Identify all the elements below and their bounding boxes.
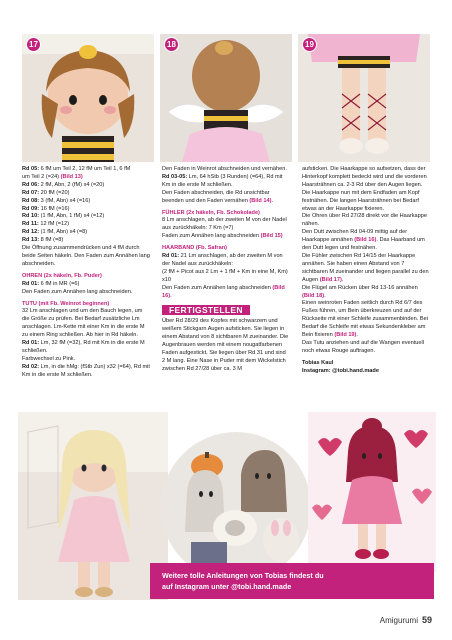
round-row: Rd 08: 3 (fM, Abn) x4 (=16) <box>22 197 91 204</box>
column-1 <box>22 166 150 396</box>
round-row: Rd 02: Lm, in die hMg: (fStb Zun) x32 (=64), Rd mit Km in die erste M schließen. <box>22 363 150 378</box>
blonde-doll-image <box>18 412 168 600</box>
round-row: Rd 11: 12 fM (=12) <box>22 221 70 228</box>
section-heading-fuehler: FÜHLER (2x häkeln, Fb. Schokolade) <box>162 209 260 216</box>
photo-badge-18: 18 <box>164 37 179 52</box>
body-paragraph: Die Fühler zwischen Rd 14/15 der Haarkappe annähen. Sie haben einen Abstand von 7 sichtbaren M zueinander und liegen parallel zu den Augen (Bild 17). <box>302 252 429 283</box>
round-row: um Teil 2 (=24) (Bild 13) <box>22 173 83 180</box>
body-paragraph: Faden zum Annähen lang abschneiden (Bild 15) <box>162 233 283 240</box>
section-heading-tutu: TUTU (mit Fb. Weinrot beginnen) <box>22 300 110 307</box>
body-paragraph: Den Faden zum Annähen lang abschneiden (Bild 16). <box>162 284 285 299</box>
round-row: Rd 01: Lm, 32 fM (=32), Rd mit Km in die erste M schließen. <box>22 340 145 354</box>
photo-bee-doll-front <box>22 34 154 162</box>
body-paragraph: 8 Lm anschlagen, ab der zweiten M von der Nadel aus zurückhäkeln: 7 Km (=7) <box>162 217 287 232</box>
body-paragraph: Das Tutu anziehen und auf die Wangen eventuell noch etwas Rouge auftragen. <box>302 339 425 354</box>
magazine-name: Amigurumi <box>379 616 418 625</box>
round-row: Rd 09: 16 fM (=16) <box>22 205 70 212</box>
body-paragraph: aufsticken. Die Haarkappe so aufsetzen, dass der Hinterkopf komplett bedeckt wird und die vorderen Haarsträhnen ca. 2-3 Rd über den Augen liegen. Die Haarkappe nun mit dem Endfaden am Kopf festnähen. Die langen Haarsträhnen bei Bedarf etwas an der Haarkappe fixieren. <box>302 166 427 212</box>
photo-doll-group <box>161 432 311 582</box>
section-heading-haarband: HAARBAND (Fb. Safran) <box>162 245 227 252</box>
bee-doll-back-image <box>160 34 292 162</box>
round-row: Rd 13: 8 fM (=8) <box>22 237 64 244</box>
body-paragraph: Den Faden in Weinrot abschneiden und vernähen. <box>162 166 287 172</box>
round-row: Rd 07: 20 fM (=20) <box>22 189 70 196</box>
body-paragraph: Den Faden abschneiden, die Rd unsichtbar beenden und den Faden vernähen (Bild 14). <box>162 189 274 204</box>
body-paragraph: Einen weinroten Faden seitlich durch Rd 6/7 des Fußes führen, um Bein überkreuzen und auf der Rückseite mit einer Schleife zusammenbinden. Bei Bedarf die Schleife mit etwas Sekundenkleber am Bein fixieren (Bild 19). <box>302 300 428 339</box>
body-paragraph: Die Ohren über Rd 27/28 direkt vor die Haarkappe nähen. <box>302 213 427 228</box>
section-heading-fertigstellen: FERTIGSTELLEN <box>162 305 250 316</box>
round-row: Rd 10: (1 fM, Abn, 1 fM) x4 (=12) <box>22 213 105 220</box>
author-name: Tobias Kaul <box>302 359 334 366</box>
body-paragraph: (2 fM + Picot aus 2 Lm + 1 fM + Km in eine M, Km) x10 <box>162 268 288 283</box>
banner-line-1: Weitere tolle Anleitungen von Tobias findest du <box>162 571 324 580</box>
doll-legs-image <box>298 34 430 162</box>
photo-heart-doll <box>308 412 436 572</box>
round-row: Rd 03-05: Lm, 64 hStb (3 Runden) (=64), Rd mit Km in die erste M schließen. <box>162 173 283 188</box>
bee-doll-front-image <box>22 34 154 162</box>
banner-line-2: auf Instagram unter @tobi.hand.made <box>162 582 292 591</box>
photo-blonde-doll <box>18 412 168 600</box>
round-row: Rd 05: 6 fM um Teil 2, 12 fM um Teil 1, 6 fM <box>22 166 131 172</box>
body-paragraph: Über Rd 28/29 des Kopfes mit schwarzem und weißem Stickgarn Augen aufsticken. Sie liegen in einem Abstand von 8 sichtbaren M zueinander. Die Augenbrauen werden mit einem nougatfarbenen Faden aufgestickt. Sie liegen über Rd 31 und sind 2 M lang. Eine Nase in Puder mit dem Wickelstich zwischen Rd 27/28 über ca. 3 M <box>162 318 289 372</box>
photo-doll-legs <box>298 34 430 162</box>
round-row: Rd 06: 2 fM, Abn, 2 (fM) x4 (=20) <box>22 181 105 188</box>
page-footer <box>380 615 432 625</box>
body-paragraph: Die Flügel am Rücken über Rd 13-16 annähen (Bild 18). <box>302 284 418 299</box>
doll-group-image <box>161 432 311 582</box>
round-row: Rd 01: 6 fM in MR (=6) <box>22 280 80 287</box>
section-heading-ohren: OHREN (2x häkeln, Fb. Puder) <box>22 272 102 279</box>
round-row: Rd 01: 21 Lm anschlagen, ab der zweiten M von der Nadel aus zurückhäkeln: <box>162 253 283 267</box>
column-3 <box>302 166 430 396</box>
body-paragraph: Farbwechsel zu Pink. <box>22 355 76 362</box>
instagram-banner <box>150 563 434 599</box>
column-2 <box>162 166 290 396</box>
body-paragraph: Die Öffnung zusammendrücken und 4 fM durch beide Seiten häkeln. Den Faden zum Annähen lang abschneiden. <box>22 245 150 267</box>
photo-badge-19: 19 <box>302 37 317 52</box>
body-paragraph: Den Dutt zwischen Rd 04-09 mittig auf der Haarkappe annähen (Bild 16). Das Haarband um den Dutt legen und festnähen. <box>302 229 425 252</box>
text-columns <box>22 166 430 396</box>
photo-badge-17: 17 <box>26 37 41 52</box>
round-row: Rd 12: (1 fM, Abn) x4 (=8) <box>22 229 88 236</box>
body-paragraph: Den Faden zum Annähen lang abschneiden. <box>22 288 133 295</box>
body-paragraph: 32 Lm anschlagen und um den Bauch legen, um die Größe zu prüfen. Bei Bedarf zusätzliche Lm anschlagen. Lm-Kette mit einer Km in die erste M zu einem Ring schließen. Ab hier in Rd häkeln. <box>22 308 145 339</box>
top-photo-row <box>22 34 430 162</box>
page-number: 59 <box>421 615 432 625</box>
author-instagram: Instagram: @tobi.hand.made <box>302 367 379 374</box>
photo-bee-doll-back <box>160 34 292 162</box>
heart-doll-image <box>308 412 436 572</box>
